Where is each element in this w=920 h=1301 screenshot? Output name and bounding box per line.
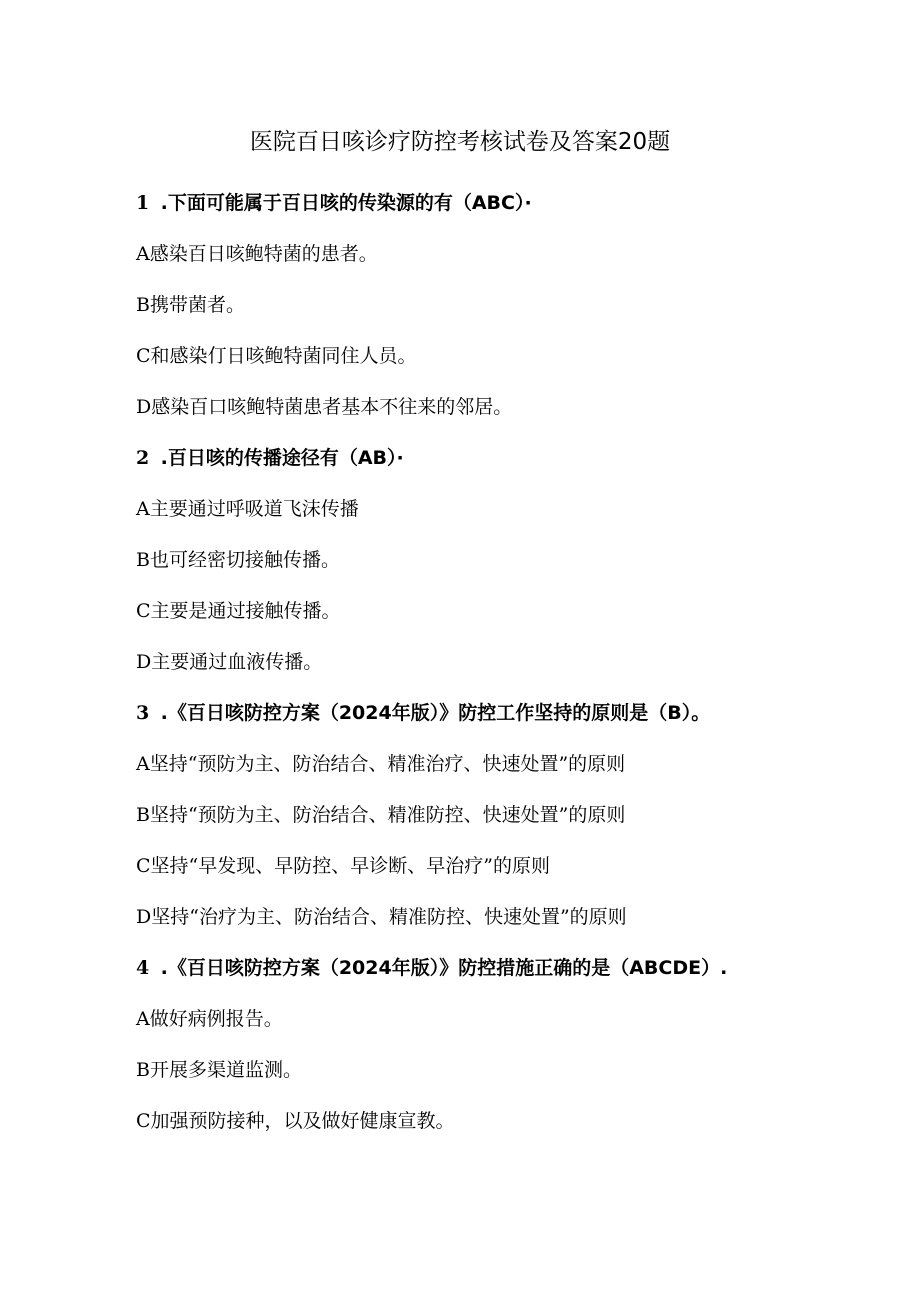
question-3 <box>136 696 836 951</box>
question-text: .《百日咳防控方案（2024年版）》防控工作坚持的原则是（B）。 <box>154 702 711 724</box>
option-letter: A <box>136 1008 150 1030</box>
option-text: 主要是通过接触传播。 <box>150 600 341 622</box>
question-text: .《百日咳防控方案（2024年版）》防控措施正确的是（ABCDE）. <box>154 957 728 979</box>
answer-option <box>136 849 836 900</box>
option-text: 主要通过呼吸道飞沫传播 <box>149 498 359 520</box>
question-2 <box>136 441 836 696</box>
option-text: 做好病例报告。 <box>149 1008 283 1030</box>
question-heading <box>136 696 836 747</box>
option-letter: B <box>136 549 150 571</box>
question-heading <box>136 186 836 237</box>
answer-option <box>136 492 836 543</box>
option-letter: D <box>136 396 152 418</box>
option-letter: A <box>136 753 150 775</box>
answer-option <box>136 594 836 645</box>
answer-option <box>136 747 836 798</box>
answer-option <box>136 237 836 288</box>
option-text: 坚持“治疗为主、防治结合、精准防控、快速处置”的原则 <box>151 906 627 928</box>
answer-option <box>136 288 836 339</box>
answer-option <box>136 900 836 951</box>
option-letter: A <box>136 498 150 520</box>
option-text: 主要通过血液传播。 <box>151 651 323 673</box>
option-text: 开展多渠道监测。 <box>149 1059 302 1081</box>
question-heading <box>136 441 836 492</box>
answer-option <box>136 390 836 441</box>
option-text: 坚持“预防为主、防治结合、精准防控、快速处置”的原则 <box>149 804 626 826</box>
answer-option <box>136 1053 836 1104</box>
option-text: 坚持“预防为主、防治结合、精准治疗、快速处置”的原则 <box>149 753 626 775</box>
option-letter: D <box>136 906 152 928</box>
question-number: 4 <box>136 957 150 979</box>
question-number: 3 <box>136 702 150 724</box>
option-text: 感染百日咳鲍特菌的患者。 <box>149 243 378 265</box>
option-letter: B <box>136 804 150 826</box>
question-text: .下面可能属于百日咳的传染源的有（ABC）· <box>154 192 532 214</box>
option-text: 感染百口咳鲍特菌患者基本不往来的邻居。 <box>151 396 513 418</box>
option-text: 坚持“早发现、早防控、早诊断、早治疗”的原则 <box>150 855 550 877</box>
option-letter: C <box>136 345 151 367</box>
question-heading <box>136 951 836 1002</box>
option-letter: D <box>136 651 152 673</box>
answer-option <box>136 645 836 696</box>
answer-option <box>136 543 836 594</box>
option-text: 加强预防接种，以及做好健康宣教。 <box>150 1110 455 1132</box>
question-list <box>136 186 836 1155</box>
question-text: .百日咳的传播途径有（AB）· <box>154 447 404 469</box>
question-number: 1 <box>136 192 150 214</box>
question-4 <box>136 951 836 1155</box>
answer-option <box>136 798 836 849</box>
answer-option <box>136 1104 836 1155</box>
option-letter: A <box>136 243 150 265</box>
answer-option <box>136 339 836 390</box>
option-letter: B <box>136 294 150 316</box>
option-letter: C <box>136 1110 151 1132</box>
option-text: 和感染仃日咳鲍特菌同住人员。 <box>150 345 417 367</box>
option-text: 也可经密切接触传播。 <box>149 549 340 571</box>
answer-option <box>136 1002 836 1053</box>
page-title: 医院百日咳诊疗防控考核试卷及答案20题 <box>249 129 671 155</box>
question-number: 2 <box>136 447 150 469</box>
option-text: 携带菌者。 <box>149 294 245 316</box>
option-letter: B <box>136 1059 150 1081</box>
question-1 <box>136 186 836 441</box>
option-letter: C <box>136 600 151 622</box>
option-letter: C <box>136 855 151 877</box>
